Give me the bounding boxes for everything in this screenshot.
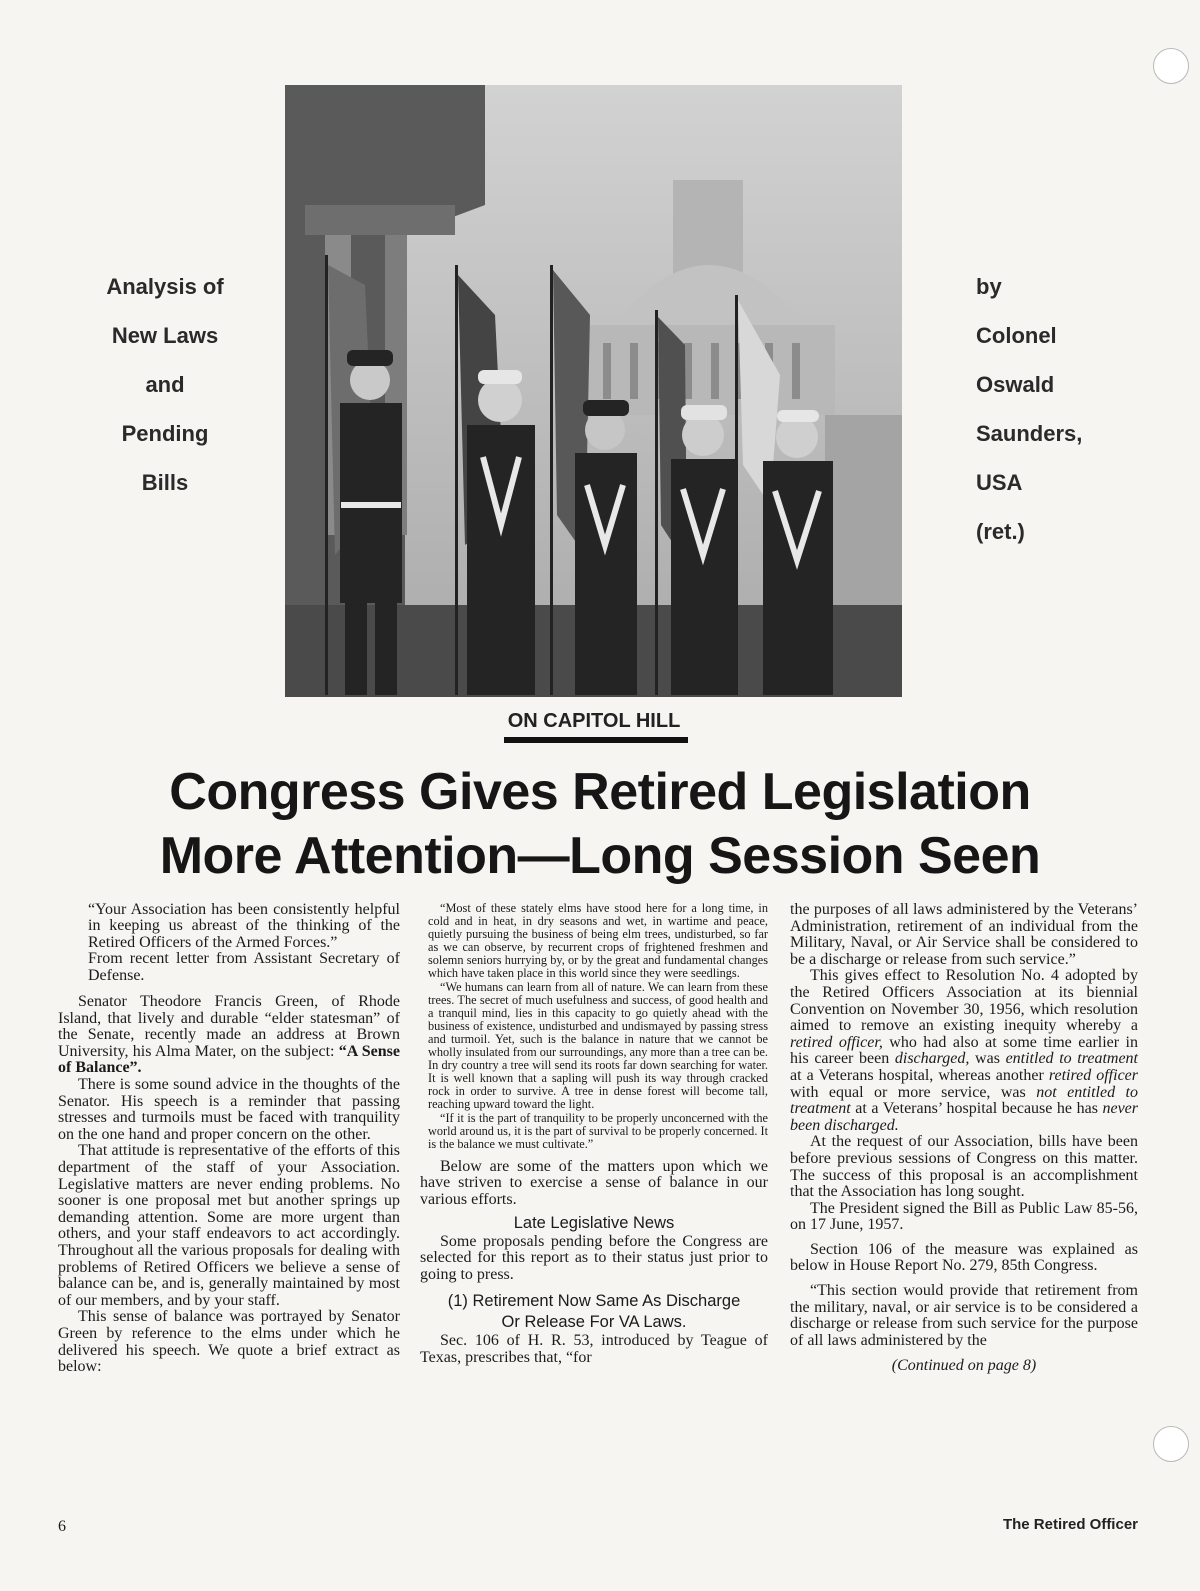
byline-line: by xyxy=(976,274,1002,299)
body-paragraph: At the request of our Association, bills have been before previous sessions of Congress on this matter. The success of this proposal is an accomplishment that the Association has long sought. xyxy=(790,1133,1138,1201)
emphasis: never been discharged. xyxy=(790,1100,1138,1134)
body-paragraph: the purposes of all laws administered by the Veterans’ Administration, retirement of an individual from the Military, Naval, or Air Service shall be considered to be a discharge or release from such service.” xyxy=(790,901,1138,968)
body-paragraph: Section 106 of the measure was explained as below in House Report No. 279, 85th Congress. xyxy=(790,1240,1138,1275)
body-text: who had also at some time earlier in his career been xyxy=(790,1033,1139,1068)
continued-note: (Continued on page 8) xyxy=(891,1357,1037,1375)
column-1 xyxy=(58,902,400,1376)
body-paragraph: Some proposals pending before the Congress are selected for this report as to their status just prior to going to press. xyxy=(420,1232,768,1283)
section-label xyxy=(60,262,270,507)
body-paragraph: Sec. 106 of H. R. 53, introduced by Teague of Texas, prescribes that, “for xyxy=(420,1332,768,1366)
section-kicker: ON CAPITOL HILL xyxy=(507,710,681,732)
byline xyxy=(976,262,1156,556)
column-3 xyxy=(790,902,1138,1375)
capitol-color-guard-photo xyxy=(285,85,902,697)
emphasis: retired officer, xyxy=(790,1033,883,1051)
epigraph-source: From recent letter from Assistant Secretary of Defense. xyxy=(88,950,400,984)
emphasis: retired officer xyxy=(1048,1066,1139,1084)
item-heading-line: (1) Retirement Now Same As Discharge xyxy=(447,1292,741,1311)
speech-extract xyxy=(428,902,768,1151)
body-paragraph: “This section would provide that retirement from the military, naval, or air service is to be considered a discharge or release from such service for the purpose of all laws administered by the xyxy=(790,1282,1138,1349)
column-2 xyxy=(420,902,768,1367)
byline-line: Colonel xyxy=(976,323,1057,348)
epigraph-text: “Your Association has been consistently helpful in keeping us abreast of the thinking of the Retired Officers of the Armed Forces.” xyxy=(88,901,400,951)
section-label-line: Analysis of xyxy=(106,274,224,299)
kicker-rule xyxy=(504,737,688,743)
section-label-line: Bills xyxy=(141,470,189,495)
body-text: This gives effect to Resolution No. 4 adopted by the Retired Officers Association at its biennial Convention on November 30, 1956, which resolution aimed to remove an existing inequity whereby a xyxy=(790,967,1138,1035)
emphasis: entitled to treatment xyxy=(1005,1050,1139,1068)
speech-title: “A Sense of Balance”. xyxy=(58,1042,400,1077)
epigraph-quote xyxy=(88,902,400,984)
byline-line: USA xyxy=(976,470,1023,495)
extract-paragraph: “If it is the part of tranquility to be properly unconcerned with the world around us, it is the part of survival to be properly concerned. It is the balance we must cultivate.” xyxy=(428,1110,768,1151)
body-text: with equal or more service, was xyxy=(790,1083,1037,1101)
item-heading xyxy=(420,1291,768,1333)
section-label-line: New Laws xyxy=(111,323,219,348)
section-label-line: and xyxy=(145,372,185,397)
page-number: 6 xyxy=(58,1518,66,1535)
body-paragraph: This sense of balance was portrayed by Senator Green by reference to the elms under which he delivered his speech. We quote a brief extract as below: xyxy=(58,1308,400,1376)
body-text: at a Veterans hospital, whereas another xyxy=(790,1066,1049,1084)
body-text: at a Veterans’ hospital because he has xyxy=(850,1100,1103,1118)
byline-line: Oswald xyxy=(976,372,1055,397)
headline-line: More Attention—Long Session Seen xyxy=(159,827,1041,885)
photo-illustration xyxy=(285,85,902,697)
body-paragraph xyxy=(58,994,400,1077)
subheading: Late Legislative News xyxy=(513,1213,675,1232)
body-text: was xyxy=(969,1050,1006,1068)
punch-hole-top xyxy=(1153,48,1189,84)
body-paragraph: The President signed the Bill as Public Law 85-56, on 17 June, 1957. xyxy=(790,1199,1138,1234)
body-paragraph: Below are some of the matters upon which we have striven to exercise a sense of balance in our various efforts. xyxy=(420,1157,768,1208)
byline-line: (ret.) xyxy=(976,519,1025,544)
emphasis: discharged, xyxy=(894,1050,970,1068)
body-paragraph xyxy=(790,968,1138,1134)
publication-name: The Retired Officer xyxy=(1002,1516,1138,1533)
headline-line: Congress Gives Retired Legislation xyxy=(169,763,1031,821)
extract-paragraph: “Most of these stately elms have stood here for a long time, in cold and in heat, in dry seasons and wet, in wartime and peace, quietly pursuing the business of being elm trees, undisturbed, so far as we can observe, by recurrent crops of frightened freshmen and solemn seniors hurrying by, or by the great and fundamental changes which have taken place in this world since they were seedlings. xyxy=(428,901,768,981)
headline xyxy=(30,760,1170,888)
extract-paragraph: “We humans can learn from all of nature. We can learn from these trees. The secret of much usefulness and success, of good health and a tranquil mind, lies in this capacity to go quietly ahead with the business of existence, undisturbed and undismayed by passing stress and turmoil. Yet, such is the balance in nature that we cannot be wholly insulated from our surroundings, any more than a tree can be. In dry country a tree will send its roots far down searching for water. It is well known that a sapling will push its way through cracked rock in order to survive. A tree in dense forest will become tall, reaching upward toward the light. xyxy=(428,979,768,1112)
punch-hole-bottom xyxy=(1153,1426,1189,1462)
body-paragraph: That attitude is representative of the efforts of this department of the staff of your Association. Legislative matters are never ending problems. No sooner is one proposal met but another springs up demanding attention. Some are more urgent than others, and your staff endeavors to act accordingly. Throughout all the various proposals for dealing with problems of Retired Officers we believe a sense of balance can be, and is, generally maintained by most of our members, and by your staff. xyxy=(58,1142,400,1309)
byline-line: Saunders, xyxy=(976,421,1083,446)
body-text: Senator Theodore Francis Green, of Rhode Island, that lively and durable “elder statesman” of the Senate, recently made an address at Brown University, his Alma Mater, on the subject: xyxy=(58,993,400,1060)
body-paragraph: There is some sound advice in the thoughts of the Senator. His speech is a reminder that passing stresses and turmoils must be faced with tranquility on the one hand and proper concern on the other. xyxy=(58,1076,400,1143)
emphasis: not entitled to treatment xyxy=(790,1083,1139,1118)
section-label-line: Pending xyxy=(121,421,209,446)
item-heading-line: Or Release For VA Laws. xyxy=(501,1313,687,1332)
